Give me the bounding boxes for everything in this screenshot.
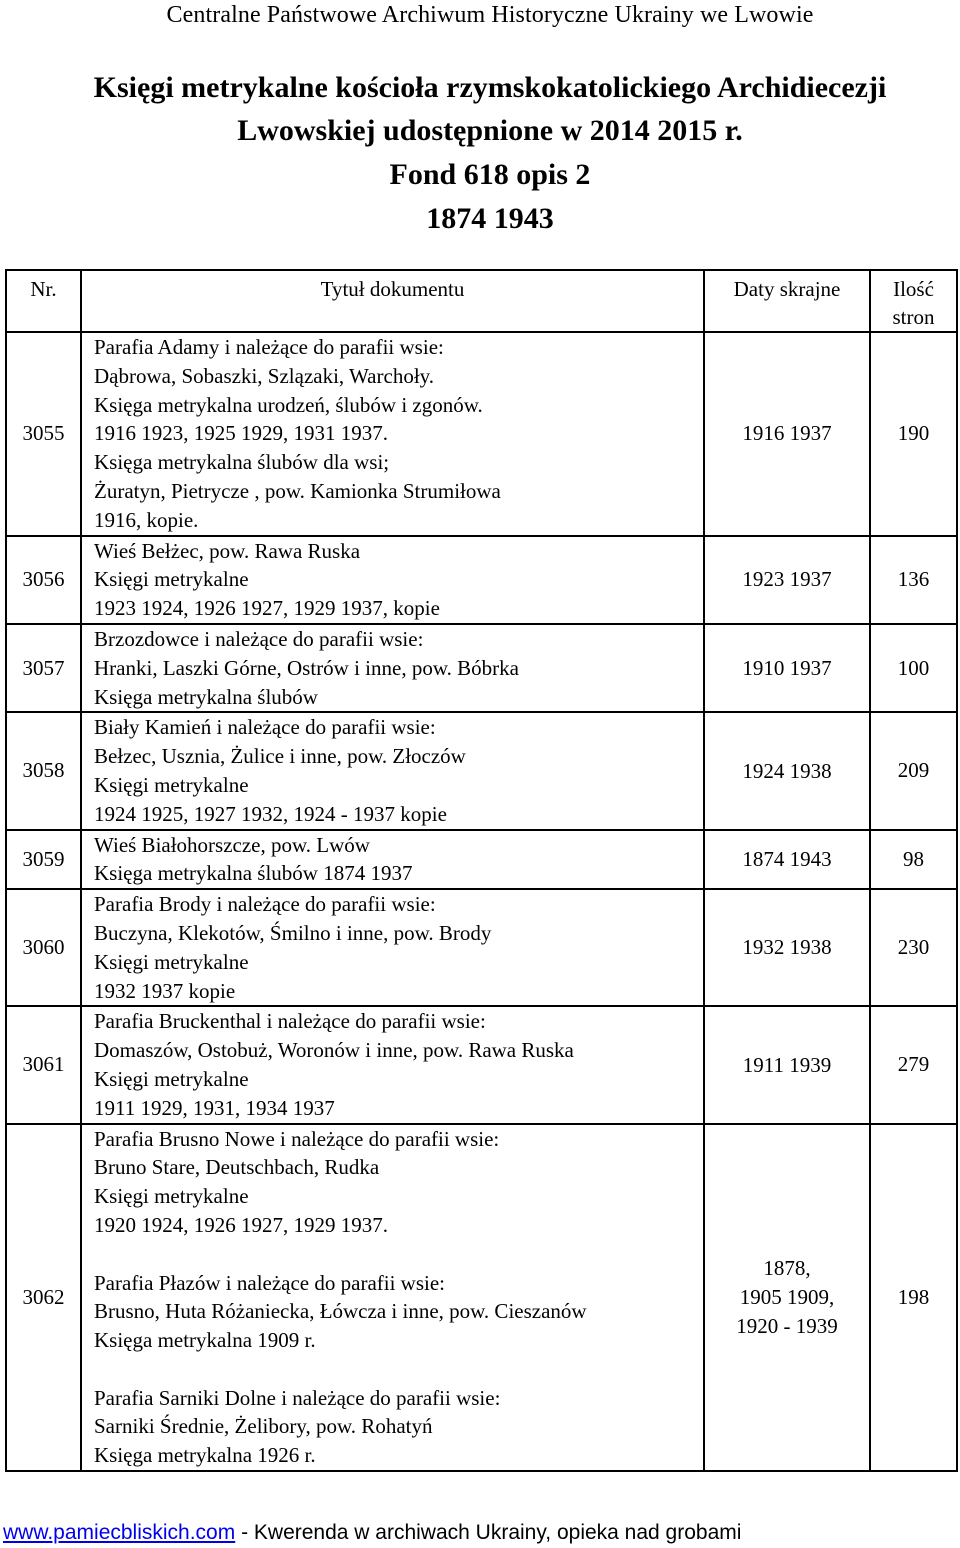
document-title-line: Parafia Brody i należące do parafii wsie: (94, 892, 436, 917)
document-title-line: 1911 1929, 1931, 1934 1937 (94, 1095, 335, 1120)
record-number: 3055 (6, 332, 81, 536)
document-title-line: Księgi metrykalne (94, 1066, 249, 1091)
document-title-line: 1924 1925, 1927 1932, 1924 - 1937 kopie (94, 801, 447, 826)
table-row (6, 830, 957, 890)
page-count: 230 (870, 889, 957, 1006)
date-range-cell (704, 889, 870, 1006)
document-title-cell (81, 1124, 704, 1472)
footer (3, 1521, 741, 1545)
document-title-cell (81, 332, 704, 536)
table-row (6, 332, 957, 536)
document-title-cell (81, 624, 704, 712)
date-range-line: 1910 1937 (742, 655, 832, 680)
document-title-line: Księgi metrykalne (94, 949, 249, 974)
line-spacer (94, 1355, 703, 1384)
footer-link[interactable]: www.pamiecbliskich.com (3, 1521, 236, 1544)
table-row (6, 1006, 957, 1123)
document-title-line: Brusno, Huta Różaniecka, Łówcza i inne, pow. Cieszanów (94, 1299, 587, 1324)
table-row (6, 889, 957, 1006)
date-range-line: 1916 1937 (742, 421, 832, 446)
document-title-line: 1916, kopie. (94, 507, 199, 532)
document-title-line: Parafia Adamy i należące do parafii wsie: (94, 335, 444, 359)
document-title-line: Domaszów, Ostobuż, Woronów i inne, pow. Rawa Ruska (94, 1038, 574, 1063)
column-header-pages (870, 270, 957, 332)
page-count: 136 (870, 536, 957, 624)
document-title-line: Parafia Sarniki Dolne i należące do parafii wsie: (94, 1385, 501, 1410)
document-title-cell (81, 712, 704, 829)
date-range-cell (704, 1006, 870, 1123)
archive-name: Centralne Państwowe Archiwum Historyczne Ukrainy we Lwowie (166, 2, 814, 28)
date-range-line: 1878, (763, 1256, 811, 1281)
document-title-cell (81, 536, 704, 624)
document-title-line: Wieś Bełżec, pow. Rawa Ruska (94, 538, 361, 563)
document-title-line: Księga metrykalna urodzeń, ślubów i zgonów. (94, 392, 483, 417)
date-range-line: 1874 1943 (742, 846, 832, 871)
document-title-line-4: 1874 1943 (426, 202, 554, 235)
document-title-line-1: Księgi metrykalne kościoła rzymskokatolickiego Archidiecezji (93, 71, 887, 104)
footer-text: - Kwerenda w archiwach Ukrainy, opieka nad grobami (235, 1521, 742, 1544)
page-count: 190 (870, 332, 957, 536)
document-title-cell (81, 889, 704, 1006)
page-count: 209 (870, 712, 957, 829)
document-title-line: Brzozdowce i należące do parafii wsie: (94, 626, 424, 651)
document-title-line: Parafia Bruckenthal i należące do parafii wsie: (94, 1009, 486, 1034)
date-range-cell (704, 332, 870, 536)
date-range-cell (704, 1124, 870, 1472)
column-header-pages-line-2: stron (892, 305, 935, 329)
date-range-cell (704, 624, 870, 712)
records-table (5, 269, 958, 1472)
document-title-line: Księgi metrykalne (94, 567, 249, 592)
column-header-title: Tytuł dokumentu (81, 270, 704, 332)
document-title-line: 1923 1924, 1926 1927, 1929 1937, kopie (94, 596, 440, 621)
document-title-line: Księgi metrykalne (94, 1184, 249, 1209)
page-count: 100 (870, 624, 957, 712)
document-title-line: Wieś Białohorszcze, pow. Lwów (94, 832, 370, 857)
document-title-line: Dąbrowa, Sobaszki, Szlązaki, Warchoły. (94, 363, 435, 388)
document-title-line-3: Fond 618 opis 2 (389, 158, 591, 191)
record-number: 3059 (6, 830, 81, 890)
date-range-line: 1932 1938 (742, 935, 832, 960)
document-title-line: Księga metrykalna 1926 r. (94, 1443, 316, 1468)
document-title-line: Księga metrykalna ślubów 1874 1937 (94, 861, 413, 886)
table-row (6, 624, 957, 712)
line-spacer (94, 1240, 703, 1269)
date-range-line: 1924 1938 (742, 758, 832, 783)
document-title-line: Bruno Stare, Deutschbach, Rudka (94, 1155, 380, 1180)
document-title-line: Księgi metrykalne (94, 772, 249, 797)
document-title-line: Parafia Brusno Nowe i należące do parafii wsie: (94, 1126, 500, 1151)
date-range-cell (704, 536, 870, 624)
column-header-pages-line-1: Ilość (893, 277, 934, 301)
table-row (6, 1124, 957, 1472)
document-title-line-2: Lwowskiej udostępnione w 2014 2015 r. (237, 114, 743, 147)
document-title-line: Sarniki Średnie, Żelibory, pow. Rohatyń (94, 1414, 433, 1439)
document-title-line: 1916 1923, 1925 1929, 1931 1937. (94, 421, 388, 446)
table-header-row (6, 270, 957, 332)
date-range-line: 1920 - 1939 (736, 1313, 838, 1338)
column-header-nr: Nr. (6, 270, 81, 332)
document-title-line: Księga metrykalna 1909 r. (94, 1328, 316, 1353)
column-header-dates: Daty skrajne (704, 270, 870, 332)
page-count: 198 (870, 1124, 957, 1472)
date-range-line: 1911 1939 (742, 1052, 832, 1077)
record-number: 3056 (6, 536, 81, 624)
record-number: 3058 (6, 712, 81, 829)
date-range-cell (704, 712, 870, 829)
page-count: 98 (870, 830, 957, 890)
record-number: 3060 (6, 889, 81, 1006)
document-title-line: Buczyna, Klekotów, Śmilno i inne, pow. Brody (94, 920, 492, 945)
record-number: 3057 (6, 624, 81, 712)
table-row (6, 536, 957, 624)
record-number: 3061 (6, 1006, 81, 1123)
document-title-line: Hranki, Laszki Górne, Ostrów i inne, pow. Bóbrka (94, 655, 519, 680)
document-title-line: Bełzec, Usznia, Żulice i inne, pow. Złoczów (94, 744, 466, 769)
page-count: 279 (870, 1006, 957, 1123)
document-title-line: Księga metrykalna ślubów dla wsi; (94, 450, 390, 475)
date-range-cell (704, 830, 870, 890)
date-range-line: 1923 1937 (742, 567, 832, 592)
document-title-cell (81, 1006, 704, 1123)
document-title-line: 1932 1937 kopie (94, 978, 236, 1003)
document-title-line: Parafia Płazów i należące do parafii wsie: (94, 1270, 446, 1295)
document-title-line: Żuratyn, Pietrycze , pow. Kamionka Strumiłowa (94, 478, 501, 503)
document-title-line: Księga metrykalna ślubów (94, 684, 318, 709)
document-title-cell (81, 830, 704, 890)
document-title-line: Biały Kamień i należące do parafii wsie: (94, 715, 436, 740)
record-number: 3062 (6, 1124, 81, 1472)
document-title-line: 1920 1924, 1926 1927, 1929 1937. (94, 1212, 388, 1237)
table-row (6, 712, 957, 829)
date-range-line: 1905 1909, (739, 1284, 835, 1309)
